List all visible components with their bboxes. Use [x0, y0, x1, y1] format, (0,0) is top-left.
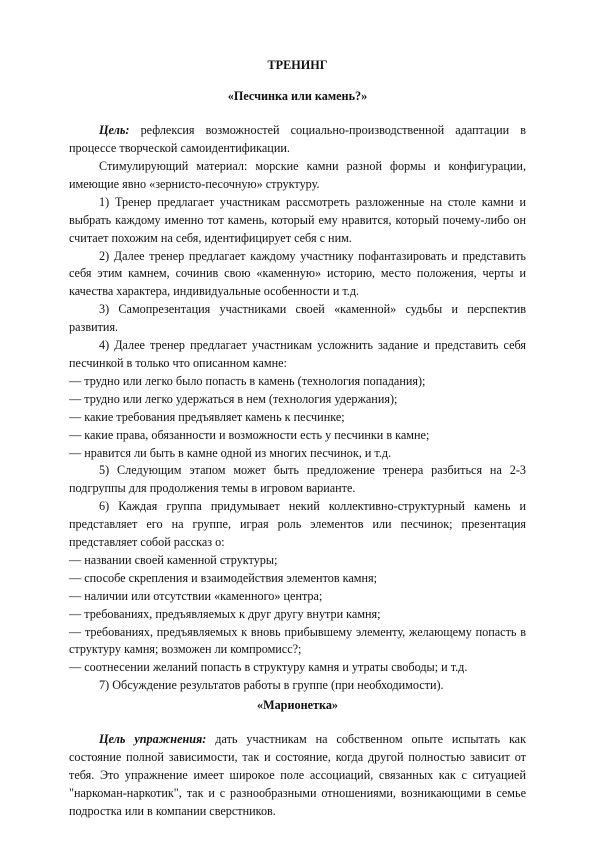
- list-item: — соотнесении желаний попасть в структуру камня и утраты свободы; и т.д.: [69, 660, 468, 675]
- paragraph: 2) Далее тренер предлагает каждому участнику пофантазировать и представить себя этим камнем, сочинив свою «каменную» историю, место положения, черты и качества характера, индивидуальные особенности и т.д.: [69, 248, 526, 299]
- list-item: — требованиях, предъявляемых к вновь прибывшему элементу, желающему попасть в структуру камня; возможен ли компромисс?;: [69, 624, 526, 657]
- exercise-title: «Песчинка или камень?»: [227, 89, 368, 103]
- paragraph: 6) Каждая группа придумывает некий коллективно-структурный камень и представляет его на группе, играя роль элементов или песчинок; презентация представляет собой рассказ о:: [69, 499, 526, 550]
- list-item: — названии своей каменной структуры;: [69, 552, 278, 567]
- paragraph: Стимулирующий материал: морские камни разной формы и конфигурации, имеющие явно «зернисто-песочную» структуру.: [69, 159, 526, 191]
- goal-text: дать участникам на собственном опыте испытать как состояние полной зависимости, так и состояние, когда другой полностью зависит от тебя. Это упражнение имеет широкое поле ассоциаций, связанных как с ситуацией "наркоман-наркотик", так и с разнообразными отношениями, возникающими в семье подростка или в компании сверстников.: [69, 732, 527, 818]
- paragraph: 5) Следующим этапом может быть предложение тренера разбиться на 2-3 подгруппы для продолжения темы в игровом варианте.: [69, 463, 526, 496]
- goal-paragraph: [69, 122, 526, 158]
- goal-paragraph: [69, 731, 526, 821]
- paragraph: 7) Обсуждение результатов работы в группе (при необходимости).: [99, 678, 444, 693]
- goal-text: рефлексия возможностей социально-производственной адаптации в процессе творческой самоидентификации.: [69, 123, 526, 156]
- list-item: — какие права, обязанности и возможности есть у песчинки в камне;: [69, 427, 430, 442]
- list-item: — способе скрепления и взаимодействия элементов камня;: [69, 570, 378, 585]
- exercise-title: «Марионетка»: [256, 698, 339, 713]
- list-item: — нравится ли быть в камне одной из многих песчинок, и т.д.: [69, 445, 392, 460]
- paragraph: 1) Тренер предлагает участникам рассмотреть разложенные на столе камни и выбрать каждому именно тот камень, который ему нравится, который почему-либо он считает похожим на себя, идентифицирует себя с ним.: [69, 194, 526, 245]
- list-item: — трудно или легко было попасть в камень (технология попадания);: [69, 373, 426, 388]
- document-content: [69, 57, 526, 821]
- list-item: — наличии или отсутствии «каменного» центра;: [69, 588, 323, 603]
- goal-label: Цель упражнения:: [99, 732, 207, 747]
- paragraph: 4) Далее тренер предлагает участникам усложнить задание и представить себя песчинкой в только что описанном камне:: [69, 338, 526, 370]
- list-item: — какие требования предъявляет камень к песчинке;: [69, 409, 345, 424]
- paragraph: 3) Самопрезентация участниками своей «каменной» судьбы и перспектив развития.: [69, 302, 526, 335]
- goal-label: Цель:: [99, 123, 130, 138]
- document-title: ТРЕНИНГ: [267, 58, 328, 72]
- list-item: — трудно или легко удержаться в нем (технология удержания);: [69, 391, 398, 406]
- list-item: — требованиях, предъявляемых к друг другу внутри камня;: [69, 606, 381, 621]
